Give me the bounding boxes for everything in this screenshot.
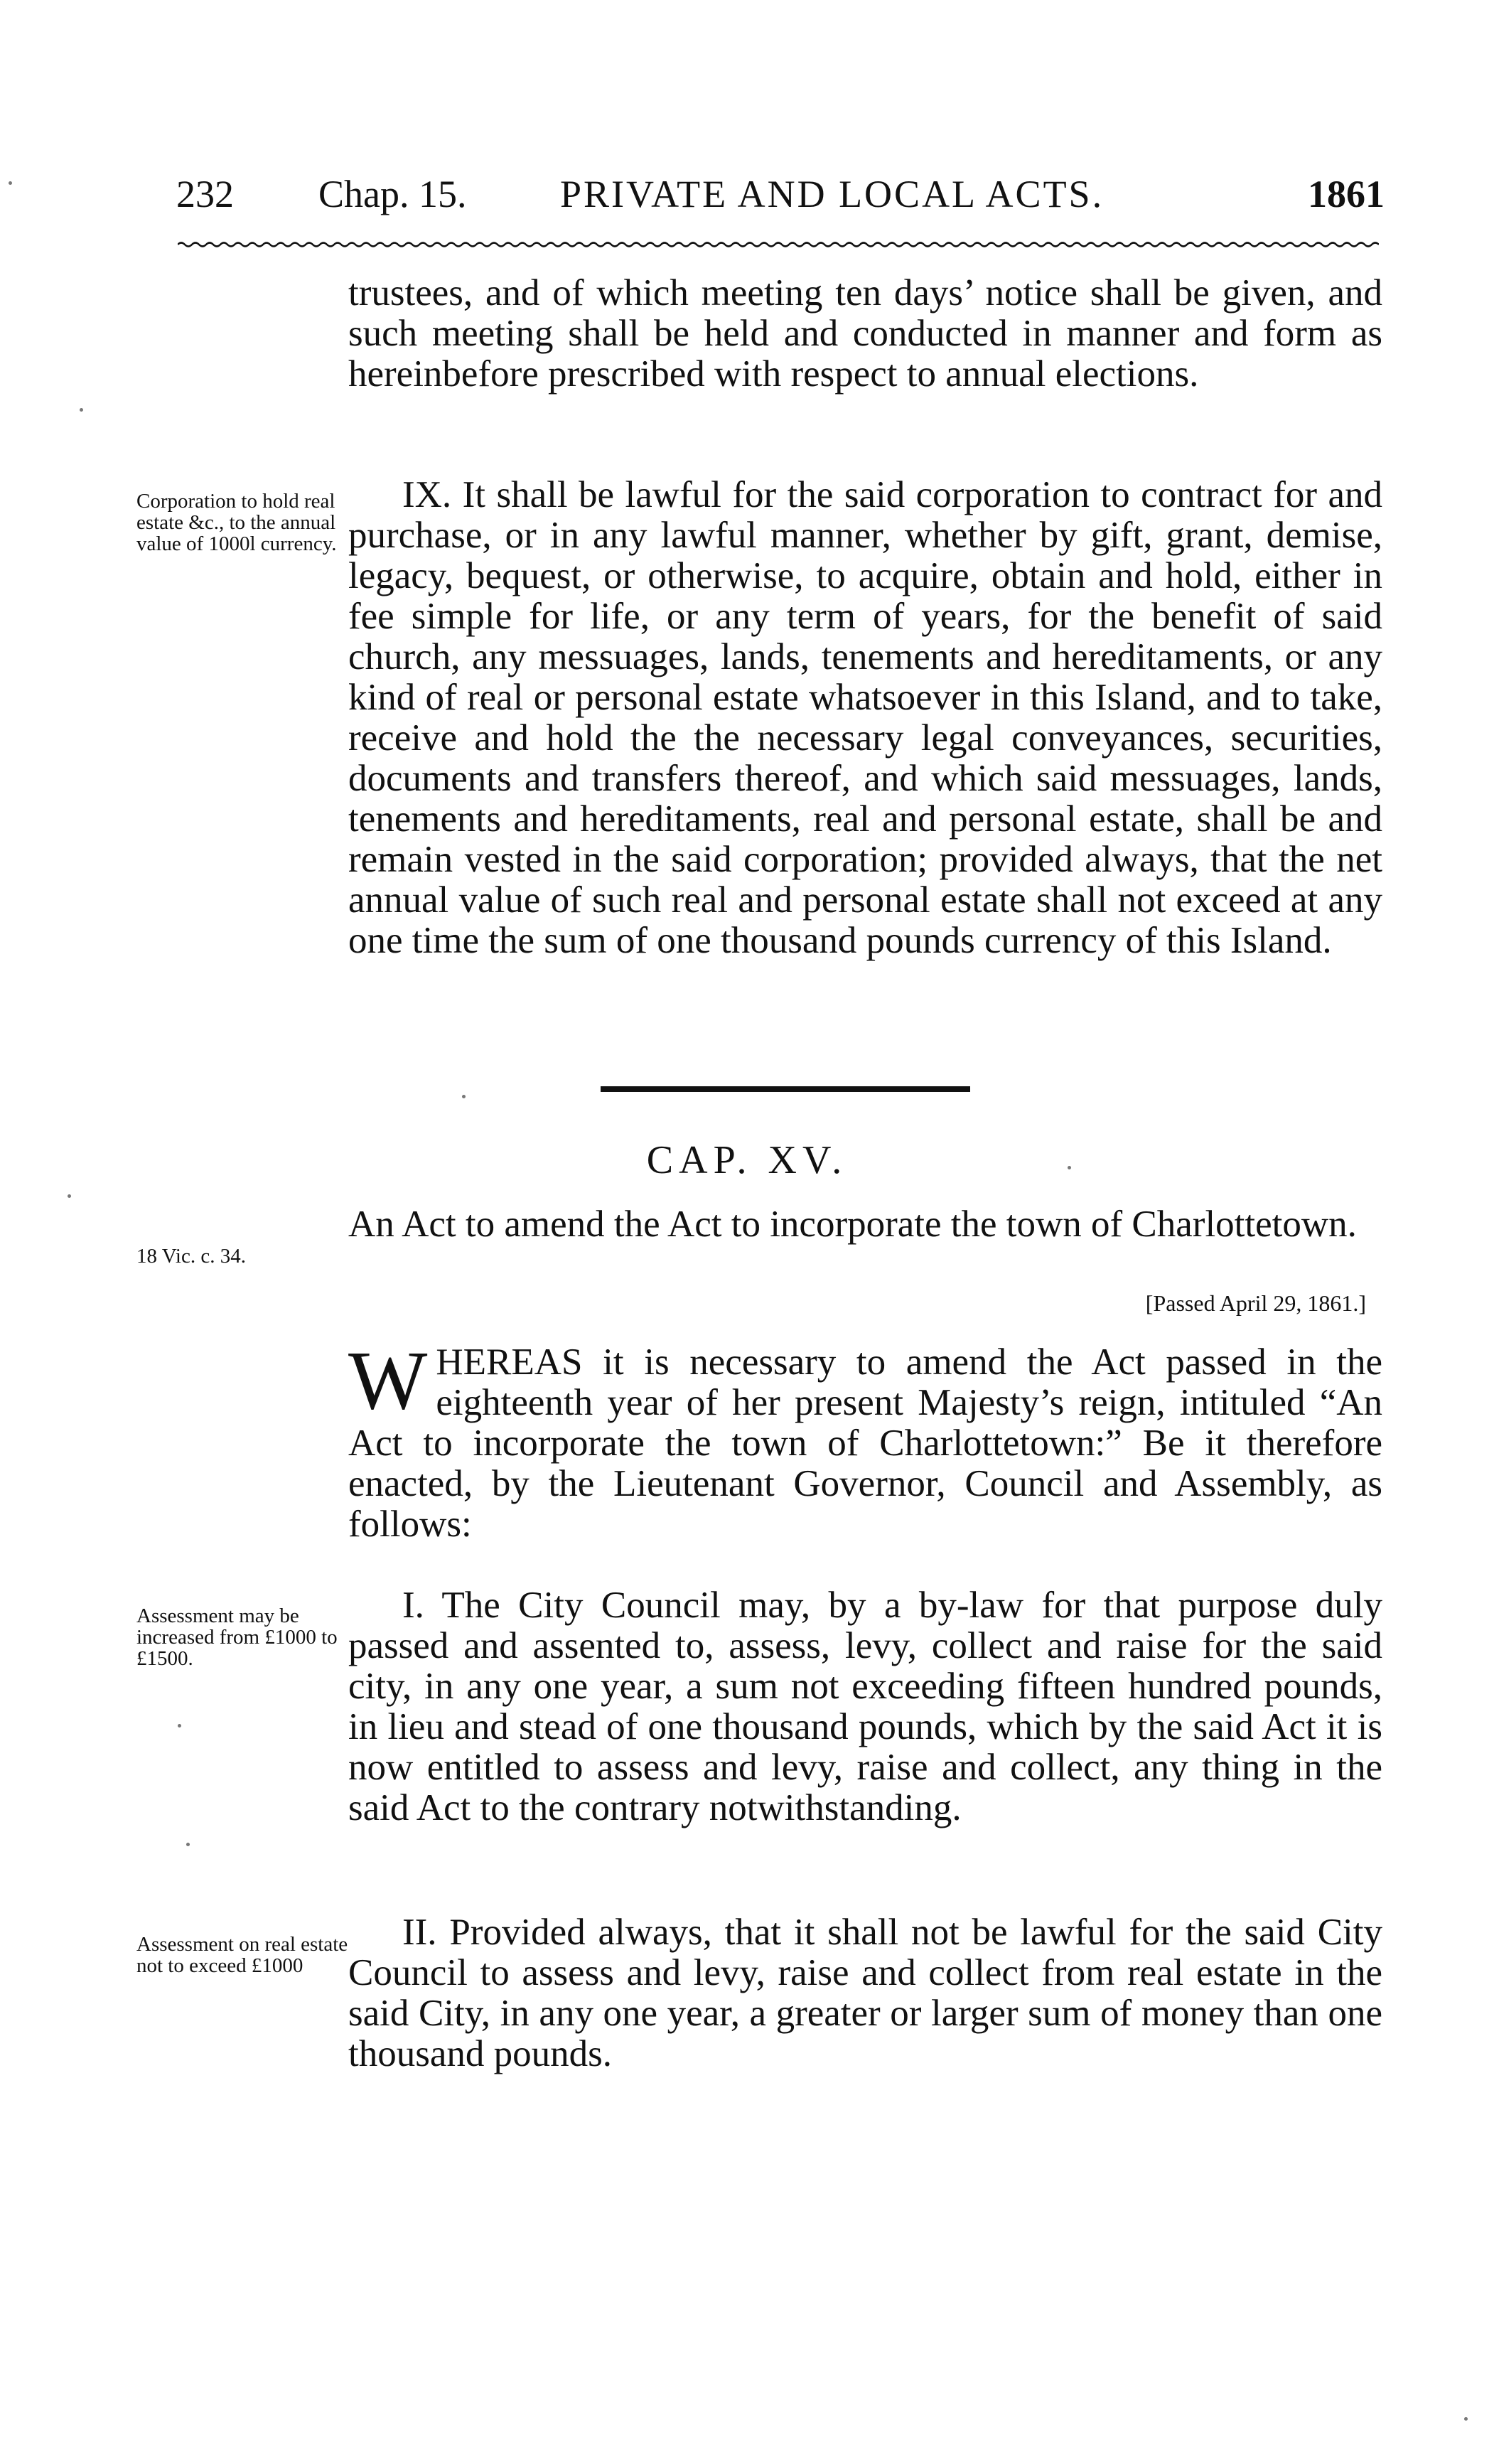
sidenote-section-i: Assessment may be increased from £1000 to £1500. [136,1605,338,1670]
section-ii-text: II. Provided always, that it shall not be lawful for the said City Council to assess and levy, raise and collect from real estate in the said City, in any one year, a greater or larger sum of money than one thousand pounds. [348,1912,1382,2074]
scan-speck [68,1194,71,1198]
sidenote-section-ii: Assessment on real estate not to exceed £1000 [136,1933,348,1977]
preamble-paragraph [348,1334,1382,1545]
scan-speck [186,1843,190,1846]
section-divider [601,1086,970,1092]
header-wavy-rule [178,240,1379,249]
running-title: PRIVATE AND LOCAL ACTS. [560,173,1105,215]
header-year: 1861 [1308,173,1385,215]
sidenote-act-reference: 18 Vic. c. 34. [136,1245,246,1268]
cap-title: CAP. XV. [646,1138,848,1182]
act-title: An Act to amend the Act to incorporate the town of Charlottetown. [348,1204,1357,1245]
section-i-text: I. The City Council may, by a by-law for that purpose duly passed and assented to, assess, levy, collect and raise for the said city, in any one year, a sum not exceeding fifteen hundred pounds, in lieu and stead of one thousand pounds, which by the said Act it is now entitled to assess and levy, raise and collect, any thing in the said Act to the contrary notwithstanding. [348,1585,1382,1828]
continuation-paragraph: trustees, and of which meeting ten days’ notice shall be given, and such meeting shall be held and conducted in manner and form as hereinbefore prescribed with respect to annual elections. [348,272,1382,395]
running-header [176,172,1385,236]
scan-speck [1068,1166,1071,1169]
sidenote-section-ix: Corporation to hold real estate &c., to the annual value of 1000l currency. [136,490,337,555]
drop-cap: W [348,1334,428,1427]
passed-date: [Passed April 29, 1861.] [1145,1290,1366,1316]
scan-speck [9,181,12,185]
chapter-label: Chap. 15. [318,173,467,215]
scan-speck [178,1724,181,1728]
scan-speck [462,1095,466,1098]
section-ix-text: IX. It shall be lawful for the said corporation to contract for and purchase, or in any lawful manner, whether by gift, grant, demise, legacy, bequest, or otherwise, to acquire, obtain and hold, either in fee simple for life, or any term of years, for the benefit of said church, any messuages, lands, tenements and hereditaments, or any kind of real or personal estate whatsoever in this Island, and to take, receive and hold the the necessary legal conveyances, securities, documents and transfers thereof, and which said messuages, lands, tenements and hereditaments, real and personal estate, shall be and remain vested in the said corporation; provided always, that the net annual value of such real and personal estate shall not exceed at any one time the sum of one thousand pounds currency of this Island. [348,474,1382,961]
preamble-text: HEREAS it is necessary to amend the Act passed in the eighteenth year of her present Majesty’s reign, intituled “An Act to incorporate the town of Charlottetown:” Be it therefore enacted, by the Lieutenant Governor, Council and Assembly, as follows: [348,1341,1382,1545]
scan-speck [80,408,83,412]
scan-speck [1464,2417,1468,2421]
page-number: 232 [176,173,234,215]
